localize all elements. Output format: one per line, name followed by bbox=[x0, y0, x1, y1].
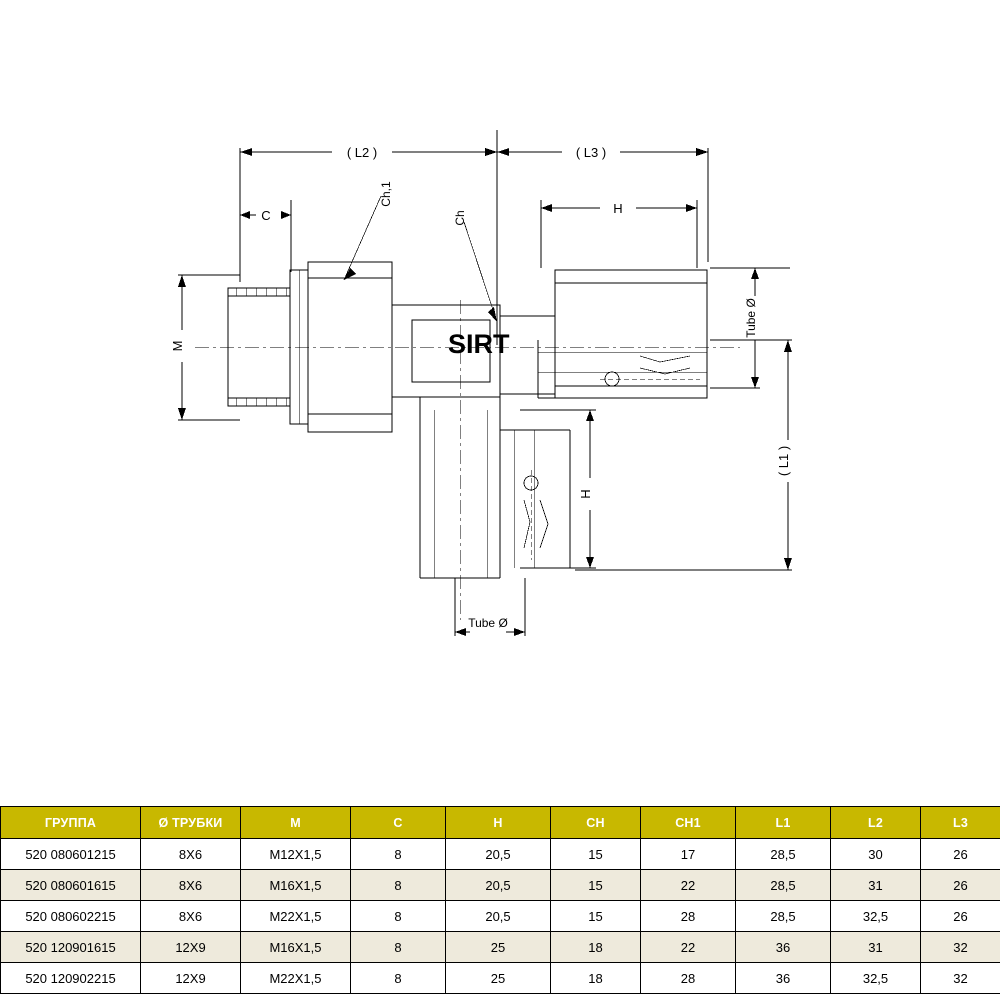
cell-l2: 32,5 bbox=[831, 963, 921, 994]
cell-l3: 26 bbox=[921, 870, 1000, 901]
cell-ch: 18 bbox=[551, 932, 641, 963]
column-header-tube-diameter: Ø ТРУБКИ bbox=[141, 807, 241, 839]
cell-c: 8 bbox=[351, 963, 446, 994]
column-header-l3: L3 bbox=[921, 807, 1000, 839]
cell-h: 25 bbox=[446, 932, 551, 963]
label-h-bottom: H bbox=[578, 489, 593, 499]
cell-group: 520 120902215 bbox=[1, 963, 141, 994]
cell-ch1: 22 bbox=[641, 932, 736, 963]
cell-ch: 18 bbox=[551, 963, 641, 994]
cell-group: 520 080601215 bbox=[1, 839, 141, 870]
cell-c: 8 bbox=[351, 901, 446, 932]
cell-ch1: 17 bbox=[641, 839, 736, 870]
cell-l1: 28,5 bbox=[736, 839, 831, 870]
cell-h: 20,5 bbox=[446, 901, 551, 932]
cell-ch: 15 bbox=[551, 901, 641, 932]
spec-table-container bbox=[0, 806, 1000, 994]
cell-tube-diameter: 12X9 bbox=[141, 932, 241, 963]
cell-l3: 26 bbox=[921, 839, 1000, 870]
table-row bbox=[1, 901, 1000, 932]
spec-table bbox=[0, 806, 1000, 994]
brand-label: SIRT bbox=[448, 329, 510, 359]
cell-l2: 31 bbox=[831, 932, 921, 963]
cell-l3: 26 bbox=[921, 901, 1000, 932]
column-header-group: ГРУППА bbox=[1, 807, 141, 839]
cell-h: 25 bbox=[446, 963, 551, 994]
cell-tube-diameter: 8X6 bbox=[141, 870, 241, 901]
cell-ch1: 28 bbox=[641, 963, 736, 994]
label-tube-bottom: Tube Ø bbox=[468, 616, 508, 630]
table-header-row bbox=[1, 807, 1000, 839]
column-header-h: H bbox=[446, 807, 551, 839]
table-row bbox=[1, 963, 1000, 994]
cell-c: 8 bbox=[351, 932, 446, 963]
cell-group: 520 080602215 bbox=[1, 901, 141, 932]
cell-h: 20,5 bbox=[446, 839, 551, 870]
table-row bbox=[1, 932, 1000, 963]
table-row bbox=[1, 839, 1000, 870]
cell-ch: 15 bbox=[551, 839, 641, 870]
cell-ch1: 28 bbox=[641, 901, 736, 932]
cell-l2: 32,5 bbox=[831, 901, 921, 932]
column-header-ch: CH bbox=[551, 807, 641, 839]
cell-l1: 36 bbox=[736, 932, 831, 963]
cell-tube-diameter: 8X6 bbox=[141, 839, 241, 870]
cell-m: M16X1,5 bbox=[241, 932, 351, 963]
label-ch: Ch bbox=[453, 210, 467, 226]
cell-l1: 28,5 bbox=[736, 870, 831, 901]
label-l3: ( L3 ) bbox=[575, 145, 607, 160]
cell-l2: 31 bbox=[831, 870, 921, 901]
cell-m: M16X1,5 bbox=[241, 870, 351, 901]
cell-tube-diameter: 12X9 bbox=[141, 963, 241, 994]
cell-c: 8 bbox=[351, 870, 446, 901]
cell-l1: 28,5 bbox=[736, 901, 831, 932]
cell-m: M12X1,5 bbox=[241, 839, 351, 870]
column-header-l1: L1 bbox=[736, 807, 831, 839]
label-l2: ( L2 ) bbox=[346, 145, 378, 160]
cell-group: 520 080601615 bbox=[1, 870, 141, 901]
cell-l1: 36 bbox=[736, 963, 831, 994]
cell-m: M22X1,5 bbox=[241, 901, 351, 932]
label-tube-right: Tube Ø bbox=[744, 298, 758, 338]
label-h-top: H bbox=[613, 201, 623, 216]
column-header-m: M bbox=[241, 807, 351, 839]
column-header-ch1: CH1 bbox=[641, 807, 736, 839]
column-header-c: C bbox=[351, 807, 446, 839]
cell-c: 8 bbox=[351, 839, 446, 870]
label-ch1: Ch,1 bbox=[379, 181, 393, 207]
cell-ch1: 22 bbox=[641, 870, 736, 901]
cell-h: 20,5 bbox=[446, 870, 551, 901]
cell-l2: 30 bbox=[831, 839, 921, 870]
cell-m: M22X1,5 bbox=[241, 963, 351, 994]
cell-group: 520 120901615 bbox=[1, 932, 141, 963]
cell-tube-diameter: 8X6 bbox=[141, 901, 241, 932]
cell-l3: 32 bbox=[921, 963, 1000, 994]
label-l1: ( L1 ) bbox=[776, 445, 791, 477]
cell-ch: 15 bbox=[551, 870, 641, 901]
cell-l3: 32 bbox=[921, 932, 1000, 963]
column-header-l2: L2 bbox=[831, 807, 921, 839]
label-m: M bbox=[170, 340, 185, 352]
label-c: C bbox=[261, 208, 271, 223]
table-row bbox=[1, 870, 1000, 901]
